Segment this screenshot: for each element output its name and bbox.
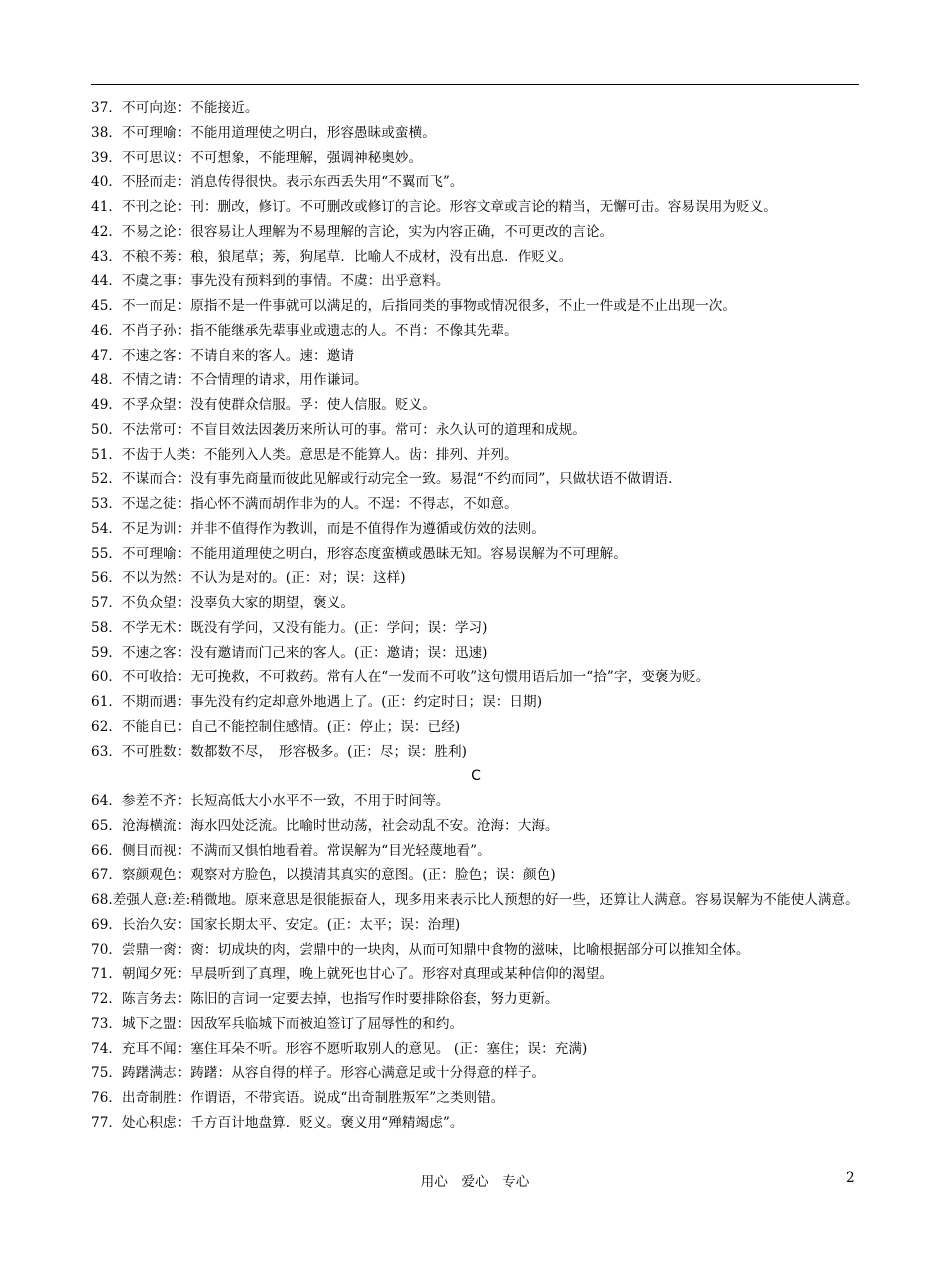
list-item: 55．不可理喻：不能用道理使之明白，形容态度蛮横或愚昧无知。容易误解为不可理解。 <box>91 545 627 562</box>
list-item: 66．侧目而视：不满而又惧怕地看着。常误解为“目光轻蔑地看”。 <box>91 842 491 859</box>
page-number: 2 <box>846 1170 855 1186</box>
list-item: 47．不速之客：不请自来的客人。速：邀请 <box>91 347 354 364</box>
list-item: 61．不期而遇：事先没有约定却意外地遇上了。(正：约定时日；误：日期) <box>91 694 543 710</box>
list-item: 64．参差不齐：长短高低大小水平不一致，不用于时间等。 <box>91 793 450 809</box>
list-item: 69．长治久安：国家长期太平、安定。(正：太平；误：治理) <box>91 916 461 933</box>
list-item: 53．不逞之徒：指心怀不满而胡作非为的人。不逞：不得志，不如意。 <box>91 496 518 512</box>
list-item: 48．不情之请：不合情理的请求，用作谦词。 <box>91 372 368 389</box>
list-item: 49．不孚众望：没有使群众信服。孚：使人信服。贬义。 <box>91 397 436 413</box>
list-item: 45．不一而足：原指不是一件事就可以满足的，后指同类的事物或情况很多，不止一件或是不止出现一次。 <box>91 298 737 314</box>
list-item: 54．不足为训：并非不值得作为教训，而是不值得作为遵循或仿效的法则。 <box>91 520 545 537</box>
section-heading-c: C <box>471 768 481 785</box>
list-item: 42．不易之论：很容易让人理解为不易理解的言论，实为内容正确，不可更改的言论。 <box>91 223 614 240</box>
list-item: 56．不以为然：不认为是对的。(正：对；误：这样) <box>91 570 406 587</box>
list-item: 77．处心积虑：千方百计地盘算．贬义。褒义用“殚精竭虑”。 <box>91 1114 464 1131</box>
idiom-list <box>91 96 861 1136</box>
list-item: 46．不肖子孙：指不能继承先辈事业或遗志的人。不肖：不像其先辈。 <box>91 322 518 339</box>
list-item: 50．不法常可：不盲目效法因袭历来所认可的事。常可：永久认可的道理和成规。 <box>91 421 586 438</box>
list-item: 41．不刊之论：刊：删改，修订。不可删改或修订的言论。形容文章或言论的精当，无懈可击。容易误用为贬义。 <box>91 199 777 215</box>
list-item: 58．不学无术：既没有学问，又没有能力。(正：学问；误：学习) <box>91 619 488 636</box>
list-item: 75．踌躇满志：踌躇：从容自得的样子。形容心满意足或十分得意的样子。 <box>91 1065 545 1082</box>
list-item: 60．不可收拾：无可挽救，不可救药。常有人在“一发而不可收”这句惯用语后加一“拾”字，变褒为贬。 <box>91 669 710 686</box>
list-item: 73．城下之盟：因敌军兵临城下而被迫签订了屈辱性的和约。 <box>91 1015 464 1032</box>
list-item-68: 68.差强人意:差:稍微地。原来意思是很能振奋人，现多用来表示比人预想的好一些，还算让人满意。容易误解为不能使人满意。 <box>91 892 859 908</box>
list-item: 52．不谋而合：没有事先商量而彼此见解或行动完全一致。易混“不约而同”，只做状语不做谓语. <box>91 471 673 488</box>
list-item: 57．不负众望：没辜负大家的期望，褒义。 <box>91 595 354 611</box>
list-item: 70．尝鼎一脔：脔：切成块的肉，尝鼎中的一块肉，从而可知鼎中食物的滋味，比喻根据部分可以推知全体。 <box>91 941 750 958</box>
list-item: 44．不虞之事：事先没有预料到的事情。不虞：出乎意料。 <box>91 273 450 290</box>
list-item: 74．充耳不闻：塞住耳朵不听。形容不愿听取别人的意见。 (正：塞住；误：充满) <box>91 1040 588 1057</box>
list-item: 65．沧海横流：海水四处泛流。比喻时世动荡，社会动乱不安。沧海：大海。 <box>91 817 559 834</box>
list-item: 59．不速之客：没有邀请而门己来的客人。(正：邀请；误：迅速) <box>91 644 488 661</box>
footer-motto: 用心 爱心 专心 <box>420 1174 530 1190</box>
list-item: 40．不胫而走：消息传得很快。表示东西丢失用“不翼而飞”。 <box>91 174 464 191</box>
list-item: 76．出奇制胜：作谓语，不带宾语。说成“出奇制胜叛军”之类则错。 <box>91 1090 505 1106</box>
list-item: 43．不稂不莠：稂，狼尾草；莠，狗尾草．比喻人不成材，没有出息．作贬义。 <box>91 248 573 265</box>
list-item: 38．不可理喻：不能用道理使之明白，形容愚昧或蛮横。 <box>91 124 436 141</box>
list-item: 62．不能自已：自己不能控制住感情。(正：停止；误：已经) <box>91 718 461 735</box>
list-item: 39．不可思议：不可想象，不能理解，强调神秘奥妙。 <box>91 149 423 166</box>
list-item: 71．朝闻夕死：早晨听到了真理，晚上就死也甘心了。形容对真理或某种信仰的渴望。 <box>91 966 614 983</box>
list-item: 51．不齿于人类：不能列入人类。意思是不能算人。齿：排列、并列。 <box>91 446 518 463</box>
header-rule <box>91 84 859 85</box>
list-item: 67．察颜观色：观察对方脸色，以摸清其真实的意图。(正：脸色；误：颜色) <box>91 867 556 884</box>
list-item: 72．陈言务去：陈旧的言词一定要去掉，也指写作时要排除俗套，努力更新。 <box>91 991 559 1007</box>
list-item: 37．不可向迩：不能接近。 <box>91 100 259 116</box>
list-item: 63．不可胜数：数都数不尽， 形容极多。(正：尽；误：胜利) <box>91 743 468 760</box>
